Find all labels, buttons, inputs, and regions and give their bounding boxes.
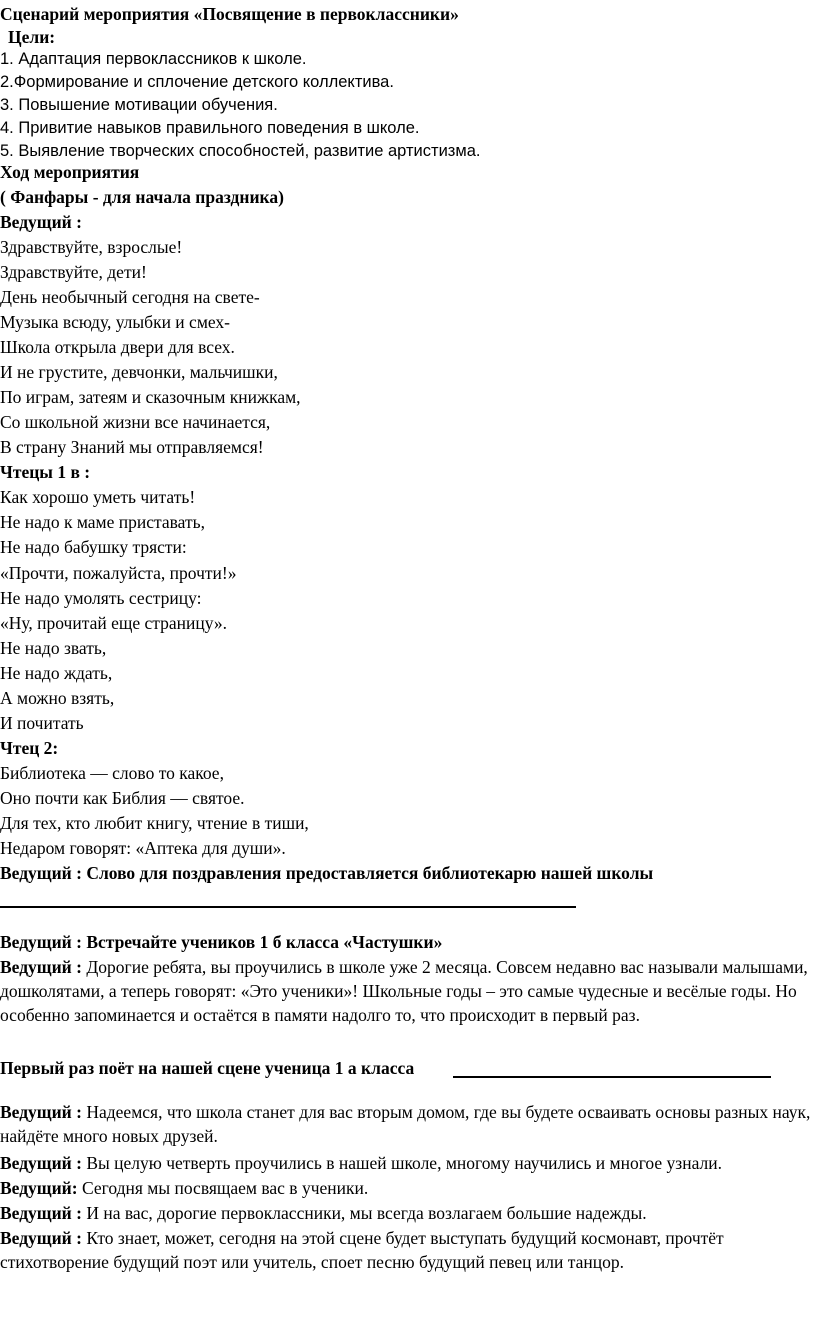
speech-text: Надеемся, что школа станет для вас вторым домом, где вы будете осваивать основы разных наук, найдёте много новых друзей. — [0, 1102, 811, 1146]
speech-text: И на вас, дорогие первоклассники, мы всегда возлагаем большие надежды. — [86, 1203, 647, 1223]
blank-fill-line — [0, 906, 576, 908]
speech-text: Кто знает, может, сегодня на этой сцене будет выступать будущий космонавт, прочтёт стихотворение будущий поэт или учитель, споет песню будущий певец или танцор. — [0, 1228, 724, 1272]
blank-fill-line — [453, 1076, 771, 1078]
poem-line: Для тех, кто любит книгу, чтение в тиши, — [0, 813, 309, 833]
poem-line: Музыка всюду, улыбки и смех- — [0, 312, 231, 332]
poem-line: Не надо умолять сестрицу: — [0, 588, 202, 608]
speaker-label: Чтецы 1 в : — [0, 462, 91, 482]
first-sing-text: Первый раз поёт на нашей сцене ученица 1 а класса — [0, 1058, 415, 1078]
goal-item: 5. Выявление творческих способностей, развитие артистизма. — [0, 142, 481, 160]
meet-1b-line: Ведущий : Встречайте учеников 1 б класса «Частушки» — [0, 932, 443, 952]
speaker-label: Ведущий : — [0, 1228, 82, 1248]
poem-line: Как хорошо уметь читать! — [0, 487, 196, 507]
poem-line: И почитать — [0, 713, 84, 733]
course-heading: Ход мероприятия — [0, 162, 140, 182]
poem-line: Не надо ждать, — [0, 663, 113, 683]
poem-line: Оно почти как Библия — святое. — [0, 788, 245, 808]
speaker-label: Ведущий : — [0, 957, 82, 977]
host-speech — [0, 955, 812, 1027]
librarian-line: Ведущий : Слово для поздравления предоставляется библиотекарю нашей школы — [0, 863, 654, 883]
speaker-label: Чтец 2: — [0, 738, 59, 758]
poem-line: И не грустите, девчонки, мальчишки, — [0, 362, 278, 382]
poem-line: Не надо к маме приставать, — [0, 512, 205, 532]
poem-line: День необычный сегодня на свете- — [0, 287, 260, 307]
host-speech — [0, 1151, 812, 1175]
speaker-label: Ведущий : — [0, 1203, 82, 1223]
goal-item: 4. Привитие навыков правильного поведения в школе. — [0, 119, 420, 137]
poem-line: «Прочти, пожалуйста, прочти!» — [0, 563, 237, 583]
poem-line: «Ну, прочитай еще страницу». — [0, 613, 228, 633]
host-speech — [0, 1176, 812, 1200]
host-speech — [0, 1201, 812, 1225]
poem-line: Школа открыла двери для всех. — [0, 337, 235, 357]
poem-line: Недаром говорят: «Аптека для души». — [0, 838, 286, 858]
poem-line: Не надо звать, — [0, 638, 107, 658]
host-speech — [0, 1226, 812, 1274]
poem-line: В страну Знаний мы отправляемся! — [0, 437, 264, 457]
speech-text: Вы целую четверть проучились в нашей школе, многому научились и многое узнали. — [86, 1153, 722, 1173]
goal-item: 2.Формирование и сплочение детского коллектива. — [0, 73, 394, 91]
speech-text: Дорогие ребята, вы проучились в школе уже 2 месяца. Совсем недавно вас называли малышами, дошколятами, а теперь говорят: «Это ученики»! Школьные годы – это самые чудесные и весёлые годы. Но особенно запоминается и остаётся в памяти надолго то, что происходит в первый раз. — [0, 957, 808, 1025]
host-speech — [0, 1100, 812, 1148]
poem-line: Здравствуйте, дети! — [0, 262, 147, 282]
fanfare-note: ( Фанфары - для начала праздника) — [0, 187, 284, 207]
poem-line: А можно взять, — [0, 688, 115, 708]
speaker-label: Ведущий : — [0, 1102, 82, 1122]
speaker-label: Ведущий: — [0, 1178, 78, 1198]
speech-text: Сегодня мы посвящаем вас в ученики. — [81, 1178, 369, 1198]
poem-line: Со школьной жизни все начинается, — [0, 412, 271, 432]
speaker-label: Ведущий : — [0, 1153, 82, 1173]
poem-line: По играм, затеям и сказочным книжкам, — [0, 387, 301, 407]
poem-line: Библиотека — слово то какое, — [0, 763, 224, 783]
poem-line: Не надо бабушку трясти: — [0, 537, 187, 557]
goals-heading: Цели: — [8, 27, 56, 47]
goal-item: 3. Повышение мотивации обучения. — [0, 96, 278, 114]
goal-item: 1. Адаптация первоклассников к школе. — [0, 50, 307, 68]
document-title: Сценарий мероприятия «Посвящение в первоклассники» — [0, 4, 459, 24]
poem-line: Здравствуйте, взрослые! — [0, 237, 183, 257]
speaker-label: Ведущий : — [0, 212, 82, 232]
